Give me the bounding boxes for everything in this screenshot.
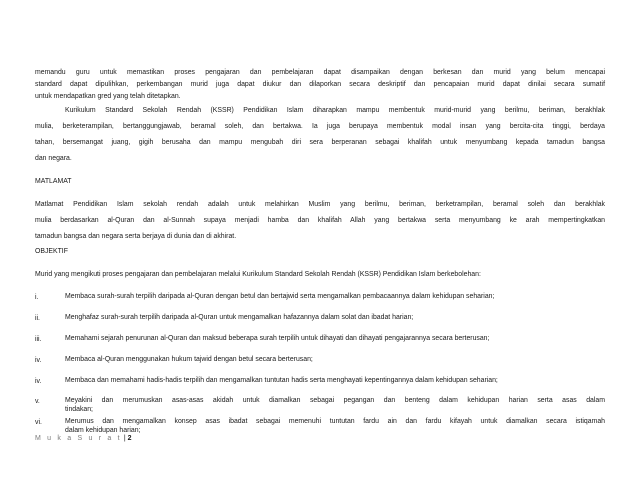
item-text: Menghafaz surah-surah terpilih daripada al-Quran untuk mengamalkan hafazannya dalam solat dan ibadat harian; <box>65 314 414 321</box>
matlamat-heading: MATLAMAT <box>35 178 72 185</box>
item-text: dalam kehidupan harian; <box>65 427 141 434</box>
matlamat-line: tamadun bangsa dan negara serta berjaya di dunia dan di akhirat. <box>35 233 237 240</box>
footer-label: M u k a S u r a t <box>35 435 122 442</box>
kssr-line: mulia, berketerampilan, bertanggungjawab, beramal soleh, dan bertakwa. Ia juga berupaya membentuk modal insan yang bercita-cita tinggi, berdaya <box>35 123 605 130</box>
matlamat-paragraph <box>35 200 605 242</box>
item-number: ii. <box>35 315 40 322</box>
item-number: iv. <box>35 378 42 385</box>
kssr-paragraph <box>35 106 605 164</box>
intro-line: standard dapat dipulihkan, perkembangan murid juga dapat diukur dan dilaporkan secara deskriptif dan pencapaian murid dapat dinilai secara sumatif <box>35 81 605 88</box>
item-text: Membaca dan memahami hadis-hadis terpilih dan mengamalkan tuntutan hadis serta menghayati kepentingannya dalam kehidupan seharian; <box>65 377 498 384</box>
page-footer <box>35 434 132 444</box>
intro-paragraph <box>35 68 605 102</box>
item-text: Merumus dan mengamalkan konsep asas ibadat sebagai memenuhi tuntutan fardu ain dan fardu kifayah untuk diamalkan secara istiqamah <box>65 418 605 425</box>
item-number: iv. <box>35 357 42 364</box>
intro-line: memandu guru untuk memastikan proses pengajaran dan pembelajaran dapat disampaikan dengan berkesan dan murid yang belum mencapai <box>35 69 605 76</box>
objektif-heading: OBJEKTIF <box>35 248 68 255</box>
item-number: v. <box>35 398 40 405</box>
kssr-line: tahan, bersemangat juang, gigih berusaha dan mampu mengubah diri sera berperanan sebagai khalifah untuk menyumbang kepada tamadun bangsa <box>35 139 605 146</box>
matlamat-line: Matlamat Pendidikan Islam sekolah rendah adalah untuk melahirkan Muslim yang berilmu, beriman, berketrampilan, beramal soleh dan berakhlak <box>35 201 605 208</box>
footer-separator: | <box>123 435 126 442</box>
item-text: Memahami sejarah penurunan al-Quran dan maksud beberapa surah terpilih untuk dihayati dan dihayati pengajarannya secara berterusan; <box>65 335 490 342</box>
matlamat-line: mulia berdasarkan al-Quran dan al-Sunnah supaya menjadi hamba dan khalifah Allah yang bertakwa serta menyumbang ke arah mempertingkatkan <box>35 217 605 224</box>
item-number: vi. <box>35 419 42 426</box>
page-number: 2 <box>127 435 132 442</box>
item-text: Membaca surah-surah terpilih daripada al-Quran dengan betul dan bertajwid serta mengamalkan pembacaannya dalam kehidupan seharian; <box>65 293 495 300</box>
item-text: Meyakini dan merumuskan asas-asas akidah untuk diamalkan sebagai pegangan dan benteng dalam kehidupan harian serta asas dalam <box>65 397 605 404</box>
item-text: Membaca al-Quran menggunakan hukum tajwid dengan betul secara berterusan; <box>65 356 313 363</box>
item-text: tindakan; <box>65 406 93 413</box>
kssr-line: dan negara. <box>35 155 72 162</box>
kssr-line: Kurikulum Standard Sekolah Rendah (KSSR) Pendidikan Islam diharapkan mampu membentuk murid-murid yang berilmu, beriman, berakhlak <box>65 107 605 114</box>
item-number: iii. <box>35 336 42 343</box>
intro-line: untuk mendapatkan gred yang telah ditetapkan. <box>35 93 181 100</box>
item-number: i. <box>35 294 39 301</box>
objektif-intro-text: Murid yang mengikuti proses pengajaran dan pembelajaran melalui Kurikulum Standard Sekolah Rendah (KSSR) Pendidikan Islam berkebolehan: <box>35 271 481 278</box>
objektif-intro <box>35 270 605 280</box>
